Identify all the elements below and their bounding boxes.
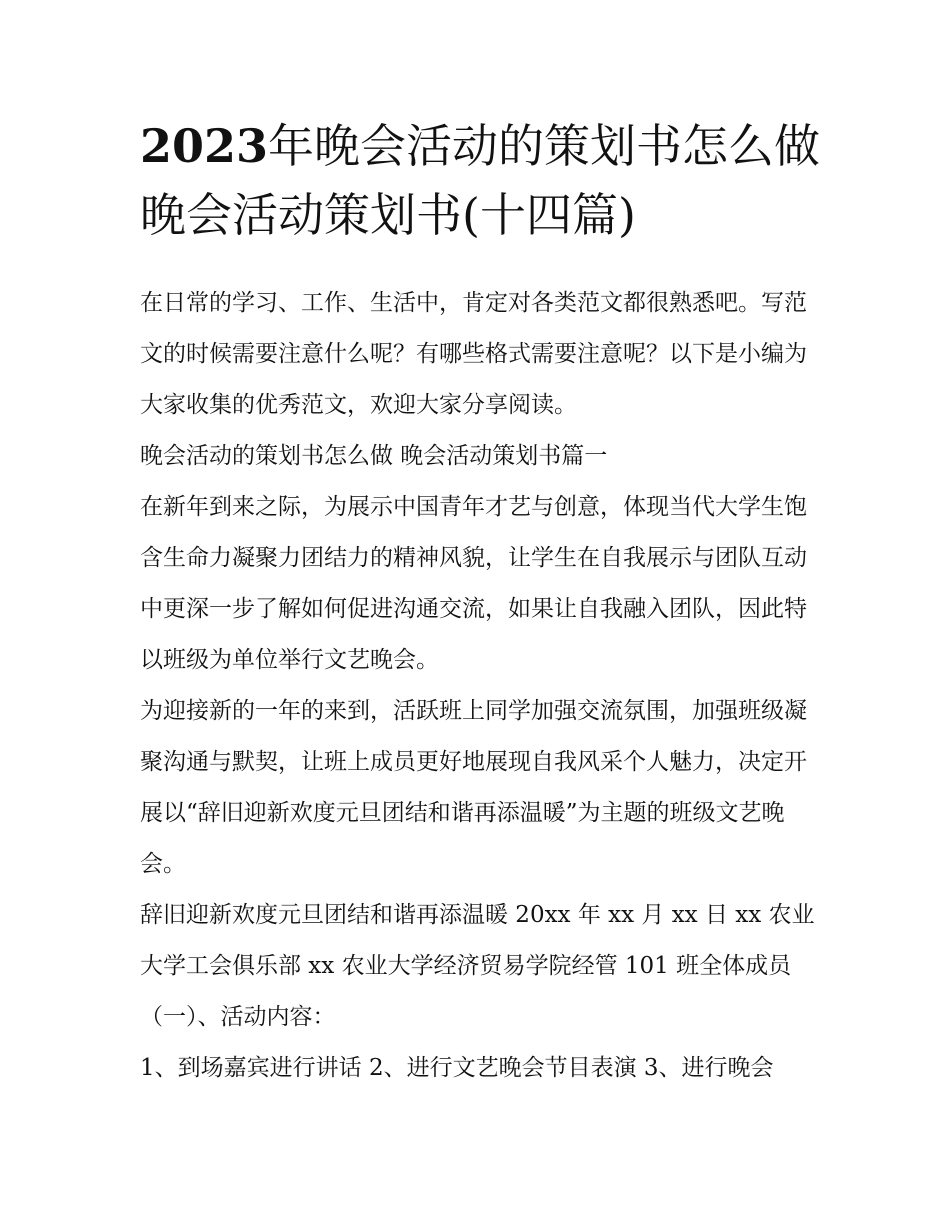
paragraph-intro: 在日常的学习、工作、生活中，肯定对各类范文都很熟悉吧。写范文的时候需要注意什么呢？有哪些格式需要注意呢？以下是小编为大家收集的优秀范文，欢迎大家分享阅读。 bbox=[140, 290, 807, 418]
paragraph-details: 辞旧迎新欢度元旦团结和谐再添温暖 20xx 年 xx 月 xx 日 xx 农业大学工会俱乐部 xx 农业大学经济贸易学院经管 101 班全体成员 （一）、活动内容： bbox=[140, 902, 815, 1030]
paragraph-purpose: 为迎接新的一年的来到，活跃班上同学加强交流氛围，加强班级凝聚沟通与默契，让班上成员更好地展现自我风采个人魅力，决定开展以“辞旧迎新欢度元旦团结和谐再添温暖”为主题的班级文艺晚会。 bbox=[140, 698, 807, 877]
paragraph-agenda: 1、到场嘉宾进行讲话 2、进行文艺晚会节目表演 3、进行晚会 bbox=[140, 1055, 774, 1081]
document-body bbox=[140, 278, 820, 1094]
section-heading: 晚会活动的策划书怎么做 晚会活动策划书篇一 bbox=[140, 443, 608, 469]
title-year: 2023 bbox=[140, 119, 269, 173]
title-text: 年晚会活动的策划书怎么做 晚会活动策划书(十四篇) bbox=[140, 119, 821, 242]
document-title bbox=[140, 112, 830, 250]
paragraph-background: 在新年到来之际，为展示中国青年才艺与创意，体现当代大学生饱含生命力凝聚力团结力的精神风貌，让学生在自我展示与团队互动中更深一步了解如何促进沟通交流，如果让自我融入团队，因此特以班级为单位举行文艺晚会。 bbox=[140, 494, 807, 673]
